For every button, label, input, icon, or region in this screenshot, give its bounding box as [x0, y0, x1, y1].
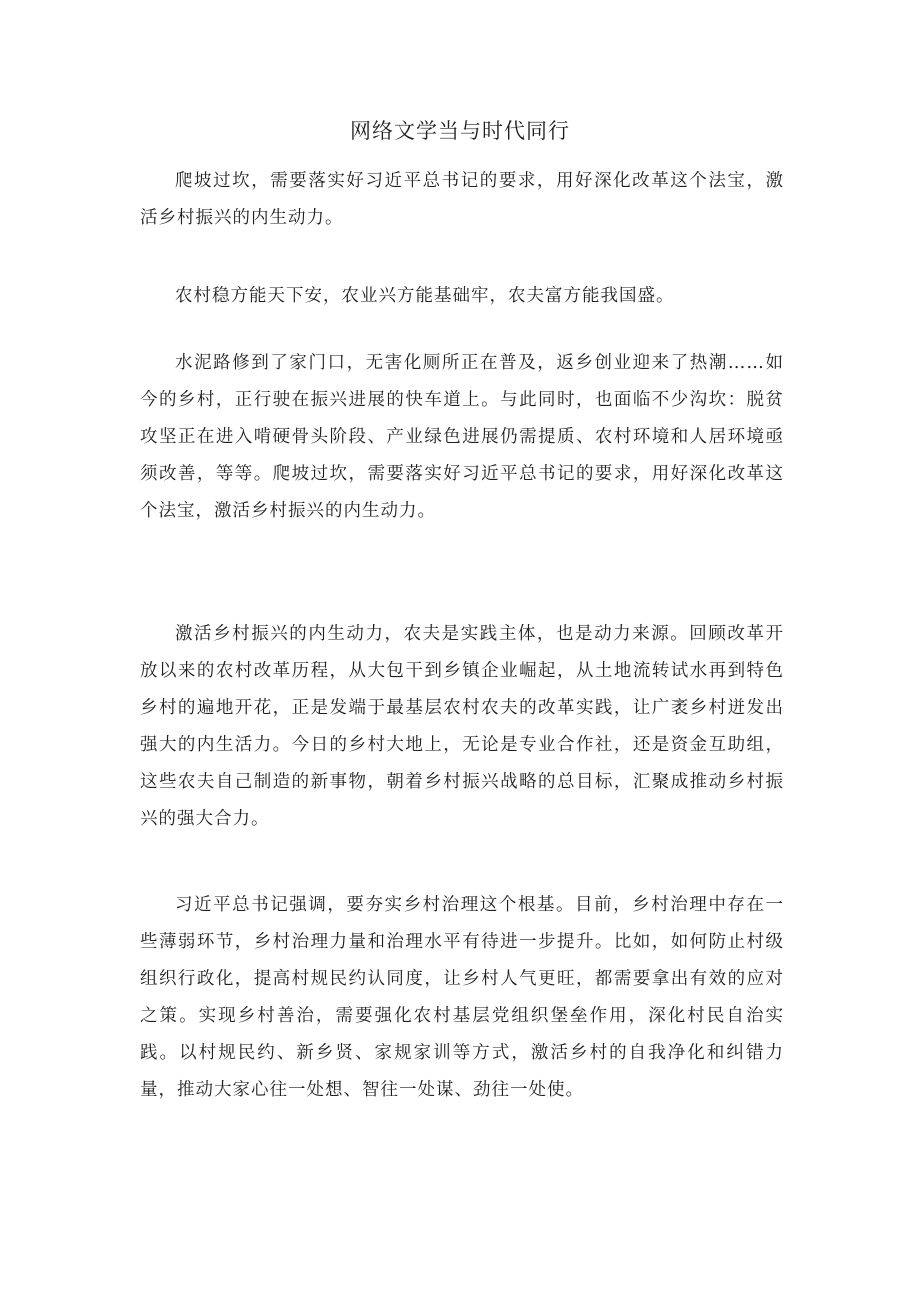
paragraph-1: 爬坡过坎，需要落实好习近平总书记的要求，用好深化改革这个法宝，激活乡村振兴的内生动力。: [140, 171, 784, 228]
paragraph-4: 激活乡村振兴的内生动力，农夫是实践主体，也是动力来源。回顾改革开放以来的农村改革历程，从大包干到乡镇企业崛起，从土地流转试水再到特色乡村的遍地开花，正是发端于最基层农村农夫的改革实践，让广袤乡村迸发出强大的内生活力。今日的乡村大地上，无论是专业合作社，还是资金互助组，这些农夫自己制造的新事物，朝着乡村振兴战略的总目标，汇聚成推动乡村振兴的强大合力。: [140, 624, 784, 829]
document-body: [140, 163, 784, 1109]
document-title: 网络文学当与时代同行: [350, 119, 570, 143]
paragraph-3: 水泥路修到了家门口，无害化厕所正在普及，返乡创业迎来了热潮……如今的乡村，正行驶在振兴进展的快车道上。与此同时，也面临不少沟坎：脱贫攻坚正在进入啃硬骨头阶段、产业绿色进展仍需提质、农村环境和人居环境亟须改善，等等。爬坡过坎，需要落实好习近平总书记的要求，用好深化改革这个法宝，激活乡村振兴的内生动力。: [140, 353, 784, 521]
paragraph-5: 习近平总书记强调，要夯实乡村治理这个根基。目前，乡村治理中存在一些薄弱环节，乡村治理力量和治理水平有待进一步提升。比如，如何防止村级组织行政化，提高村规民约认同度，让乡村人气更旺，都需要拿出有效的应对之策。实现乡村善治，需要强化农村基层党组织堡垒作用，深化村民自治实践。以村规民约、新乡贤、家规家训等方式，激活乡村的自我净化和纠错力量，推动大家心往一处想、智往一处谋、劲往一处使。: [140, 895, 784, 1100]
paragraph-2: 农村稳方能天下安，农业兴方能基础牢，农夫富方能我国盛。: [175, 286, 675, 306]
